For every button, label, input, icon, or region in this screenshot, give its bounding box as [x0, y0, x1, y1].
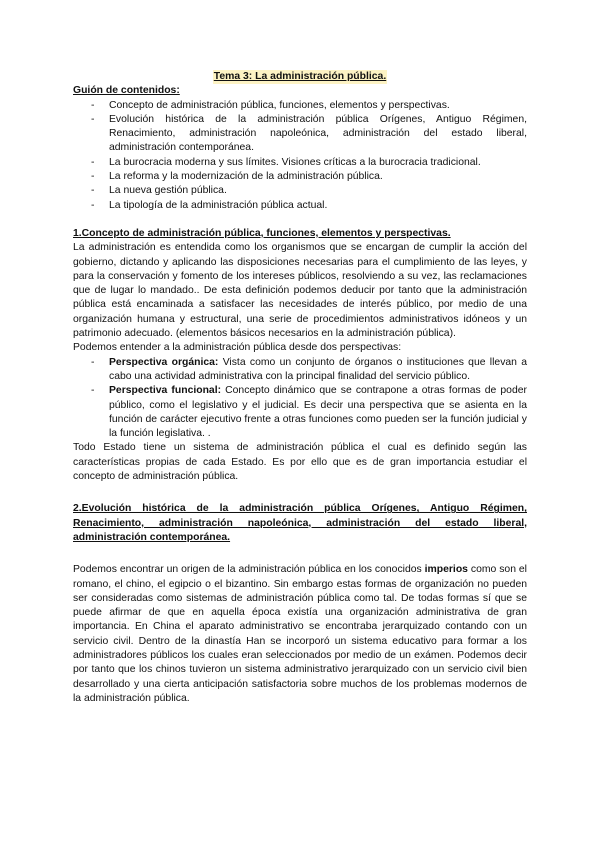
guion-heading: Guión de contenidos:	[73, 85, 180, 97]
list-item	[73, 356, 527, 385]
emphasis-text: imperios	[424, 564, 468, 576]
perspectives-intro: Podemos entender a la administración pública desde dos perspectivas:	[73, 342, 402, 354]
section1-paragraph: La administración es entendida como los organismos que se encargan de cumplir la acción del gobierno, dictando y aplicando las disposiciones necesarias para el cumplimiento de las leyes, y para la conservación y fomento de los intereses públicos, resolviendo a su vez, las reclamaciones que de lugar lo mandado.. De esta definición podemos deducir por tanto que la administración pública está encaminada a satisfacer las necesidades de interés público, por medio de una organización humana y estructural, una serie de procedimientos administrativos idóneos y un patrimonio adecuado. (elementos básicos necesarios en la administración pública).	[73, 242, 527, 340]
perspective-label: Perspectiva funcional:	[109, 385, 222, 397]
paragraph-text: Podemos encontrar un origen de la administración pública en los conocidos	[73, 564, 425, 576]
list-item: - La reforma y la modernización de la administración pública.	[73, 170, 527, 184]
list-item: - La nueva gestión pública.	[73, 184, 527, 198]
perspective-label: Perspectiva orgánica:	[109, 356, 219, 368]
list-item: - Concepto de administración pública, funciones, elementos y perspectivas.	[73, 99, 527, 113]
section2-heading: 2.Evolución histórica de la administración pública Orígenes, Antiguo Régimen, Renacimiento, administración napoleónica, administración del estado liberal, administración contemporánea.	[73, 503, 527, 543]
perspectives-list	[73, 356, 527, 442]
list-item	[73, 384, 527, 441]
section1-closing: Todo Estado tiene un sistema de administración pública el cual es definido según las características propias de cada Estado. Es por ello que es de gran importancia estudiar el concepto de administración pública.	[73, 442, 527, 483]
perspective-text: Concepto dinámico que se contrapone a otras formas de poder público, como el legislativo y el judicial. Es decir una perspectiva que se asienta en la función de carácter ejecutivo frente a otras funciones como pueden ser la función judicial y la función legislativa. .	[109, 385, 527, 440]
document-title: Tema 3: La administración pública.	[213, 70, 387, 84]
list-item: - La tipología de la administración pública actual.	[73, 199, 527, 213]
list-item: - La burocracia moderna y sus límites. Visiones críticas a la burocracia tradicional.	[73, 156, 527, 170]
perspective-text: Vista como un conjunto de órganos o instituciones que llevan a cabo una actividad administrativa con la principal finalidad del servicio público.	[109, 356, 528, 382]
list-item: - Evolución histórica de la administración pública Orígenes, Antiguo Régimen, Renacimiento, administración napoleónica, administración del estado liberal, administración contemporánea.	[73, 113, 527, 156]
guion-list	[73, 99, 527, 213]
section2-paragraph	[73, 563, 527, 706]
section1-heading: 1.Concepto de administración pública, funciones, elementos y perspectivas.	[73, 227, 451, 239]
paragraph-text: como son el romano, el chino, el egipcio o el bizantino. Sin embargo estas formas de organización no pueden ser consideradas como sistemas de administración pública como tal. De todas formas sí que se puede afirmar de que en aquella época existía una organización administrativa de gran importancia. En China el aparato administrativo se encontraba jerarquizado contando con un servicio civil. Dentro de la dinastía Han se incorporó un sistema educativo para formar a los administradores públicos los cuales eran seleccionados por medio de un exámen. Podemos decir por tanto que los chinos tuvieron un sistema administrativo jerarquizado con un servicio civil bien desarrollado y una cierta anticipación satisfactoria sobre muchos de los problemas modernos de la administración pública.	[73, 564, 527, 704]
document-page	[73, 70, 527, 706]
